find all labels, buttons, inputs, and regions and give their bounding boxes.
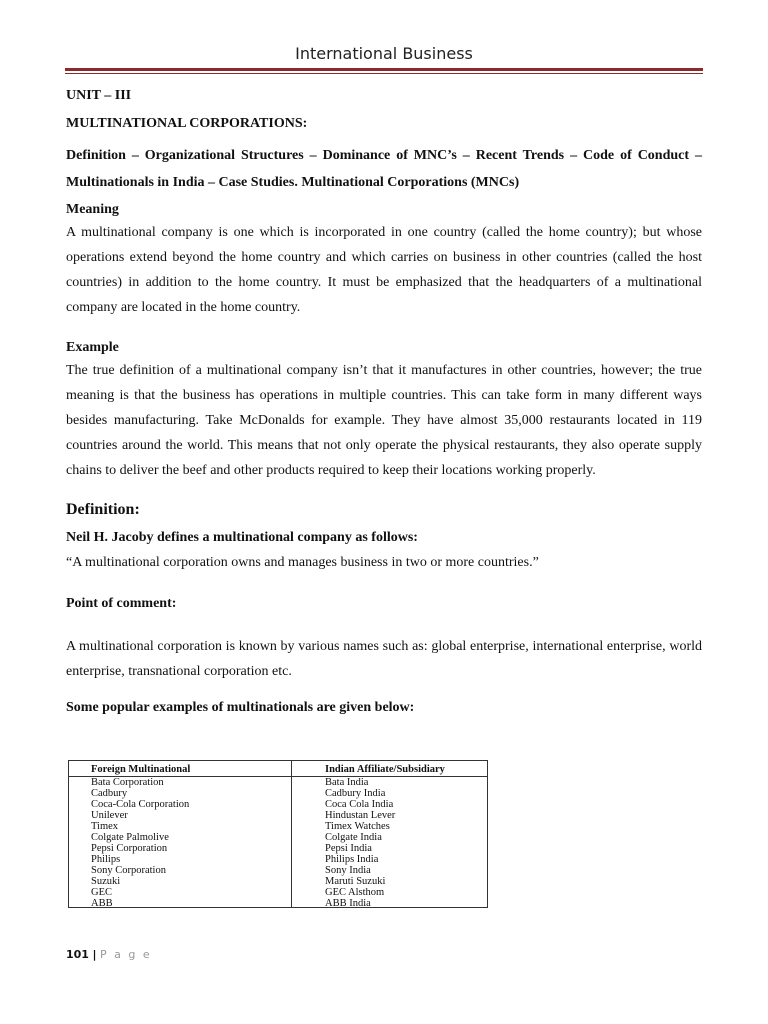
page-number: 101: [66, 948, 89, 961]
table-cell: Coca Cola India: [325, 799, 394, 810]
table-cell: Timex Watches: [325, 821, 390, 832]
table-cell: ABB: [91, 898, 113, 909]
page-content: [66, 88, 702, 718]
meaning-paragraph: A multinational company is one which is incorporated in one country (called the home country); but whose operations extend beyond the home country and which carries on business in other countries (called the host countries) in addition to the home country. It must be emphasized that the headquarters of a multinational company are located in the home country.: [66, 225, 702, 315]
table-cell: Maruti Suzuki: [325, 876, 386, 887]
definition-heading: Definition:: [66, 501, 140, 518]
table-cell: Pepsi Corporation: [91, 843, 168, 854]
example-heading: Example: [66, 340, 119, 355]
table-cell: Suzuki: [91, 876, 121, 887]
table-cell: Sony India: [325, 865, 371, 876]
table-column-divider: [291, 761, 292, 907]
examples-heading: Some popular examples of multinationals are given below:: [66, 700, 415, 715]
table-cell: Coca-Cola Corporation: [91, 799, 190, 810]
definition-subheading: Neil H. Jacoby defines a multinational company as follows:: [66, 530, 418, 545]
table-cell: ABB India: [325, 898, 371, 909]
table-cell: Philips India: [325, 854, 379, 865]
table-cell: Cadbury India: [325, 788, 386, 799]
meaning-heading: Meaning: [66, 202, 119, 217]
example-paragraph: The true definition of a multinational company isn’t that it manufactures in other countries, however; the true meaning is that the business has operations in multiple countries. This can take form in many different ways besides manufacturing. Take McDonalds for example. They have almost 35,000 restaurants located in 119 countries around the world. This means that not only operate the physical restaurants, they also operate supply chains to deliver the beef and other products required to keep their locations working properly.: [66, 363, 702, 478]
table-cell: Philips: [91, 854, 121, 865]
comment-paragraph: A multinational corporation is known by various names such as: global enterprise, international enterprise, world enterprise, transnational corporation etc.: [66, 639, 702, 679]
table-cell: Colgate Palmolive: [91, 832, 169, 843]
table-column-foreign: [91, 777, 189, 909]
table-column-indian: [325, 777, 395, 909]
table-cell: Timex: [91, 821, 119, 832]
unit-heading: UNIT – III: [66, 88, 132, 103]
page-header-title: International Business: [295, 44, 473, 63]
table-cell: Sony Corporation: [91, 865, 166, 876]
page-separator: |: [92, 948, 97, 961]
page-footer: [66, 948, 152, 961]
mnc-examples-table: [68, 760, 488, 908]
comment-heading: Point of comment:: [66, 596, 177, 611]
table-header-foreign: Foreign Multinational: [91, 764, 191, 775]
table-cell: Unilever: [91, 810, 128, 821]
table-cell: GEC Alsthom: [325, 887, 385, 898]
definition-quote: “A multinational corporation owns and manages business in two or more countries.”: [66, 555, 539, 570]
table-header-indian: Indian Affiliate/Subsidiary: [325, 764, 445, 775]
table-cell: Hindustan Lever: [325, 810, 396, 821]
syllabus-text: Definition – Organizational Structures – Dominance of MNC’s – Recent Trends – Code of Conduct – Multinationals in India – Case Studies. Multinational Corporations (MNCs): [66, 148, 702, 190]
table-cell: Pepsi India: [325, 843, 372, 854]
page-label: P a g e: [100, 948, 152, 961]
table-cell: Colgate India: [325, 832, 382, 843]
table-cell: GEC: [91, 887, 112, 898]
table-cell: Bata India: [325, 777, 369, 788]
header-rule: [65, 68, 703, 71]
header-rule-thin: [65, 73, 703, 74]
mnc-heading: MULTINATIONAL CORPORATIONS:: [66, 116, 308, 131]
table-cell: Bata Corporation: [91, 777, 164, 788]
table-cell: Cadbury: [91, 788, 128, 799]
